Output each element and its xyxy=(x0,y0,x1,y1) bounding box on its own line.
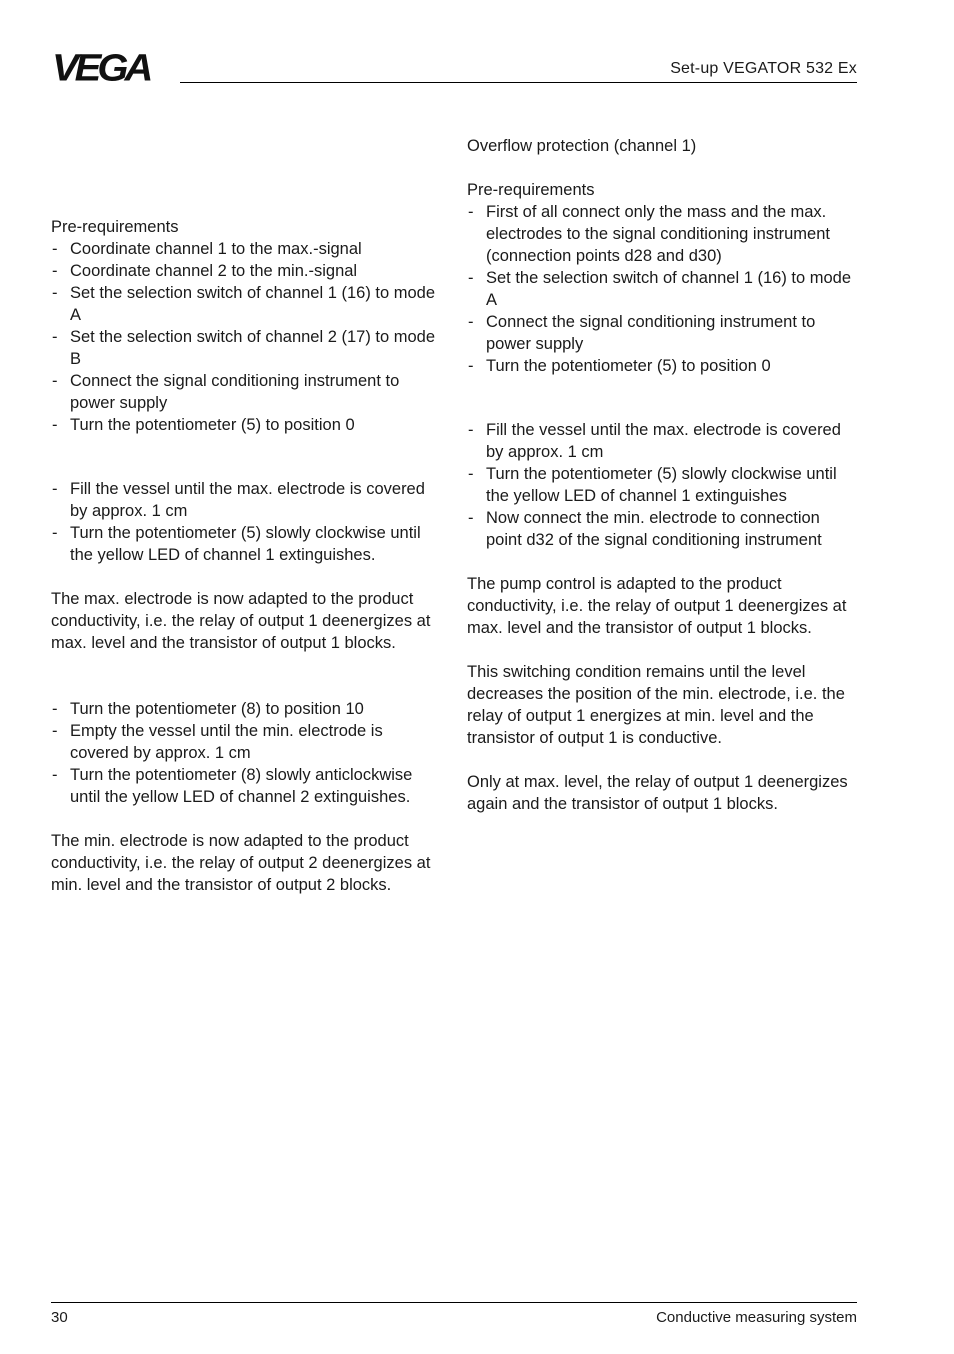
right-steps xyxy=(467,419,859,551)
list-item: - Connect the signal conditioning instrument to power supply xyxy=(51,370,443,414)
list-item: - Turn the potentiometer (5) slowly clockwise until the yellow LED of channel 1 extinguishes xyxy=(467,463,859,507)
right-paragraph-2: This switching condition remains until the level decreases the position of the min. electrode, i.e. the relay of output 1 energizes at min. level and the transistor of output 1 is conductive. xyxy=(467,663,845,747)
list-item: - Turn the potentiometer (8) to position 10 xyxy=(51,698,443,720)
left-min-paragraph: The min. electrode is now adapted to the product conductivity, i.e. the relay of output 2 deenergizes at min. level and the transistor of output 2 blocks. xyxy=(51,832,431,894)
list-item: - Turn the potentiometer (8) slowly anticlockwise until the yellow LED of channel 2 extinguishes. xyxy=(51,764,443,808)
right-paragraph-1: The pump control is adapted to the product conductivity, i.e. the relay of output 1 deenergizes at max. level and the transistor of output 1 blocks. xyxy=(467,575,847,637)
list-item: - Now connect the min. electrode to connection point d32 of the signal conditioning instrument xyxy=(467,507,859,551)
header-divider xyxy=(180,82,857,83)
list-item: - Set the selection switch of channel 1 (16) to mode A xyxy=(51,282,443,326)
left-min-steps xyxy=(51,698,443,808)
left-max-paragraph: The max. electrode is now adapted to the product conductivity, i.e. the relay of output 1 deenergizes at max. level and the transistor of output 1 blocks. xyxy=(51,590,431,652)
list-item: - Connect the signal conditioning instrument to power supply xyxy=(467,311,859,355)
list-item: - Turn the potentiometer (5) to position 0 xyxy=(51,414,443,436)
left-prereq-list xyxy=(51,238,443,436)
footer-title: Conductive measuring system xyxy=(656,1309,857,1326)
list-item: - Coordinate channel 1 to the max.-signal xyxy=(51,238,443,260)
list-item: - Set the selection switch of channel 1 (16) to mode A xyxy=(467,267,859,311)
left-max-steps xyxy=(51,478,443,566)
right-section-title: Overflow protection (channel 1) xyxy=(467,137,697,155)
right-prereq-list xyxy=(467,201,859,377)
list-item: - Empty the vessel until the min. electrode is covered by approx. 1 cm xyxy=(51,720,443,764)
list-item: - First of all connect only the mass and the max. electrodes to the signal conditioning instrument (connection points d28 and d30) xyxy=(467,201,859,267)
left-prereq-heading: Pre-requirements xyxy=(51,218,179,236)
footer-divider xyxy=(51,1302,857,1303)
left-column xyxy=(51,216,443,896)
list-item: - Turn the potentiometer (5) slowly clockwise until the yellow LED of channel 1 extinguishes. xyxy=(51,522,443,566)
right-prereq-heading: Pre-requirements xyxy=(467,181,595,199)
svg-text:VEGA: VEGA xyxy=(52,50,150,86)
page-number: 30 xyxy=(51,1309,68,1326)
header-title: Set-up VEGATOR 532 Ex xyxy=(670,60,857,77)
list-item: - Coordinate channel 2 to the min.-signal xyxy=(51,260,443,282)
list-item: - Turn the potentiometer (5) to position 0 xyxy=(467,355,859,377)
right-column xyxy=(467,135,859,815)
list-item: - Set the selection switch of channel 2 (17) to mode B xyxy=(51,326,443,370)
right-paragraph-3: Only at max. level, the relay of output 1 deenergizes again and the transistor of output 1 blocks. xyxy=(467,773,848,813)
vega-logo xyxy=(52,50,172,86)
list-item: - Fill the vessel until the max. electrode is covered by approx. 1 cm xyxy=(467,419,859,463)
list-item: - Fill the vessel until the max. electrode is covered by approx. 1 cm xyxy=(51,478,443,522)
